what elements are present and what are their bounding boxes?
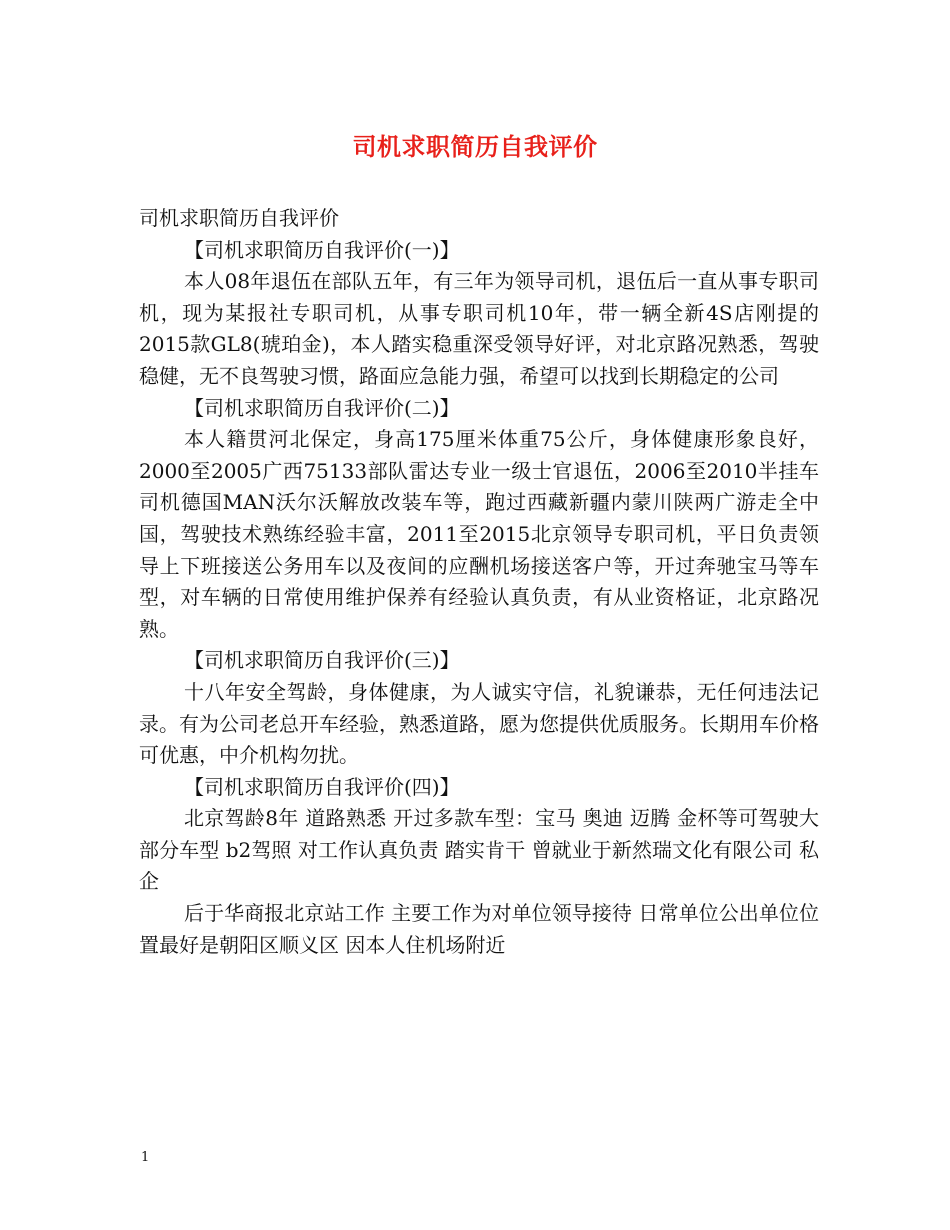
section-2-paragraph-1: 本人籍贯河北保定，身高175厘米体重75公斤，身体健康形象良好，2000至2005广西75133部队雷达专业一级士官退伍，2006至2010半挂车司机德国MAN沃尔沃解放改装车等，跑过西藏新疆内蒙川陕两广游走全中国，驾驶技术熟练经验丰富，2011至2015北京领导专职司机，平日负责领导上下班接送公务用车以及夜间的应酬机场接送客户等，开过奔驰宝马等车型，对车辆的日常使用维护保养有经验认真负责，有从业资格证，北京路况熟。 [139, 427, 819, 641]
section-4-paragraph-1: 北京驾龄8年 道路熟悉 开过多款车型：宝马 奥迪 迈腾 金杯等可驾驶大部分车型 b2驾照 对工作认真负责 踏实肯干 曾就业于新然瑞文化有限公司 私企 [139, 806, 819, 894]
section-heading-1: 【司机求职简历自我评价(一)】 [184, 237, 460, 262]
section-4-paragraph-2: 后于华商报北京站工作 主要工作为对单位领导接待 日常单位公出单位位置最好是朝阳区顺义区 因本人住机场附近 [139, 901, 819, 957]
section-heading-2: 【司机求职简历自我评价(二)】 [184, 395, 460, 420]
section-1-paragraph-1: 本人08年退伍在部队五年，有三年为领导司机，退伍后一直从事专职司机，现为某报社专职司机，从事专职司机10年，带一辆全新4S店刚提的2015款GL8(琥珀金)，本人踏实稳重深受领导好评，对北京路况熟悉，驾驶稳健，无不良驾驶习惯，路面应急能力强，希望可以找到长期稳定的公司 [139, 269, 819, 388]
section-3-paragraph-1: 十八年安全驾龄，身体健康，为人诚实守信，礼貌谦恭，无任何违法记录。有为公司老总开车经验，熟悉道路，愿为您提供优质服务。长期用车价格可优惠，中介机构勿扰。 [139, 679, 819, 768]
document-subtitle: 司机求职简历自我评价 [139, 206, 339, 230]
section-heading-3: 【司机求职简历自我评价(三)】 [184, 648, 460, 673]
section-heading-4: 【司机求职简历自我评价(四)】 [184, 774, 460, 799]
document-title: 司机求职简历自我评价 [352, 132, 598, 161]
document-body [139, 203, 819, 961]
page-number: 1 [141, 1150, 150, 1165]
